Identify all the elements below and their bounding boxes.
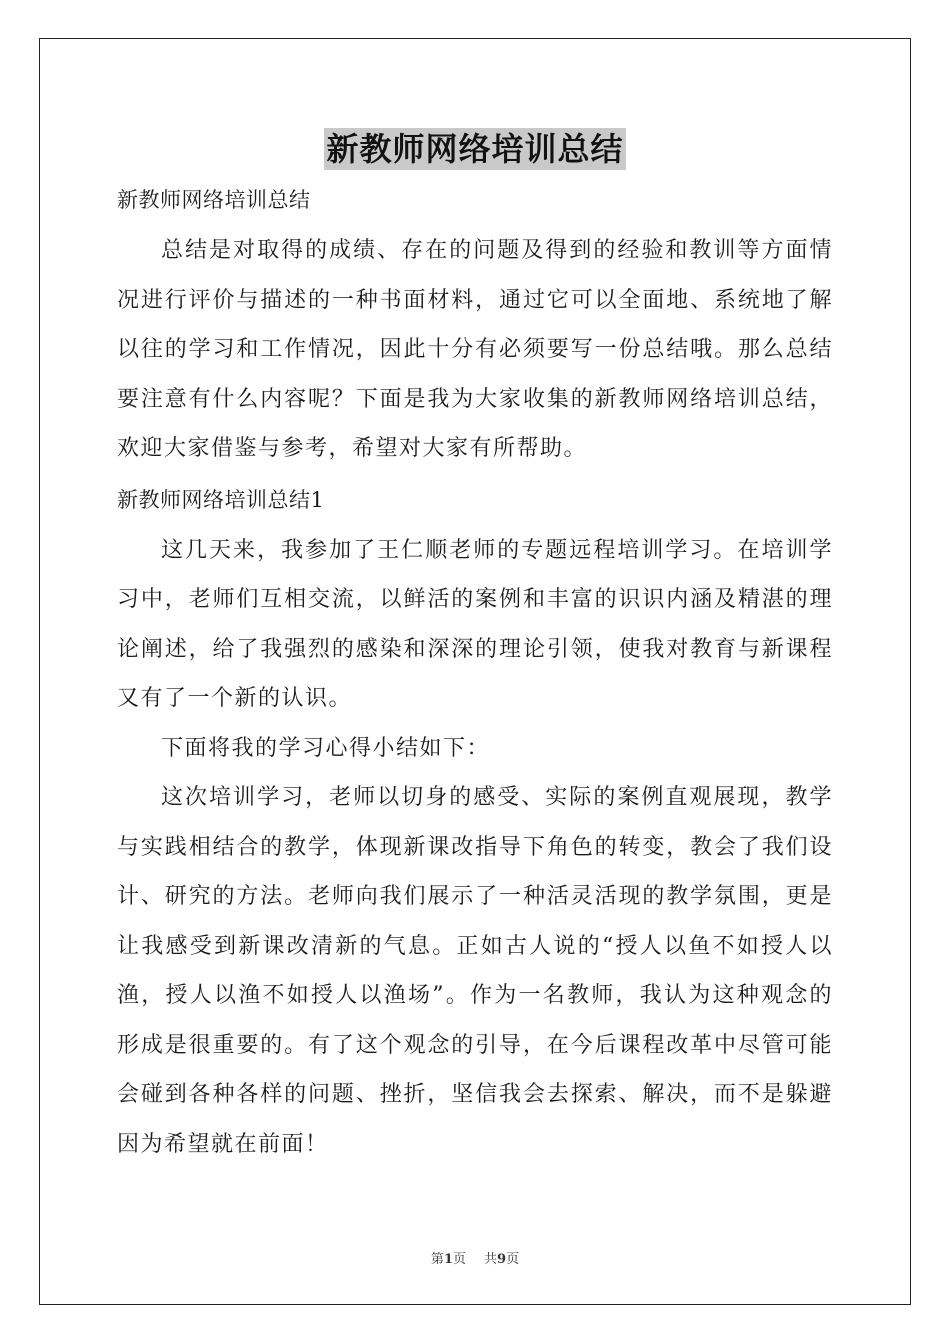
intro-paragraph: 总结是对取得的成绩、存在的问题及得到的经验和教训等方面情况进行评价与描述的一种书面材料，通过它可以全面地、系统地了解以往的学习和工作情况，因此十分有必须要写一份总结哦。那么总结要注意有什么内容呢？下面是我为大家收集的新教师网络培训总结，欢迎大家借鉴与参考，希望对大家有所帮助。 [117, 238, 833, 461]
section1-paragraph: 这次培训学习，老师以切身的感受、实际的案例直观展现，教学与实践相结合的教学，体现新课改指导下角色的转变，教会了我们设计、研究的方法。老师向我们展示了一种活灵活现的教学氛围，更是让我感受到新课改清新的气息。正如古人说的“授人以鱼不如授人以渔，授人以渔不如授人以渔场”。作为一名教师，我认为这种观念的形成是很重要的。有了这个观念的引导，在今后课程改革中尽管可能会碰到各种各样的问题、挫折，坚信我会去探索、解决，而不是躲避因为希望就在前面！ [117, 785, 833, 1157]
total-suffix: 页 [506, 1252, 520, 1267]
title-container [0, 128, 950, 170]
document-title: 新教师网络培训总结 [326, 130, 624, 168]
document-body [117, 180, 833, 1169]
section-heading-1: 新教师网络培训总结1 [117, 487, 325, 512]
section1-paragraph: 这几天来，我参加了王仁顺老师的专题远程培训学习。在培训学习中，老师们互相交流，以鲜活的案例和丰富的识识内涵及精湛的理论阐述，给了我强烈的感染和深深的理论引领，使我对教育与新课程又有了一个新的认识。 [117, 537, 833, 711]
total-prefix: 共 [484, 1252, 498, 1267]
intro-subheading: 新教师网络培训总结 [117, 188, 311, 212]
total-pages-number: 9 [497, 1252, 507, 1267]
page-prefix: 第 [430, 1252, 444, 1267]
section1-paragraph: 下面将我的学习心得小结如下： [161, 735, 491, 761]
current-page-number: 1 [443, 1252, 453, 1267]
page-footer [0, 1248, 950, 1267]
page-suffix: 页 [452, 1252, 466, 1267]
